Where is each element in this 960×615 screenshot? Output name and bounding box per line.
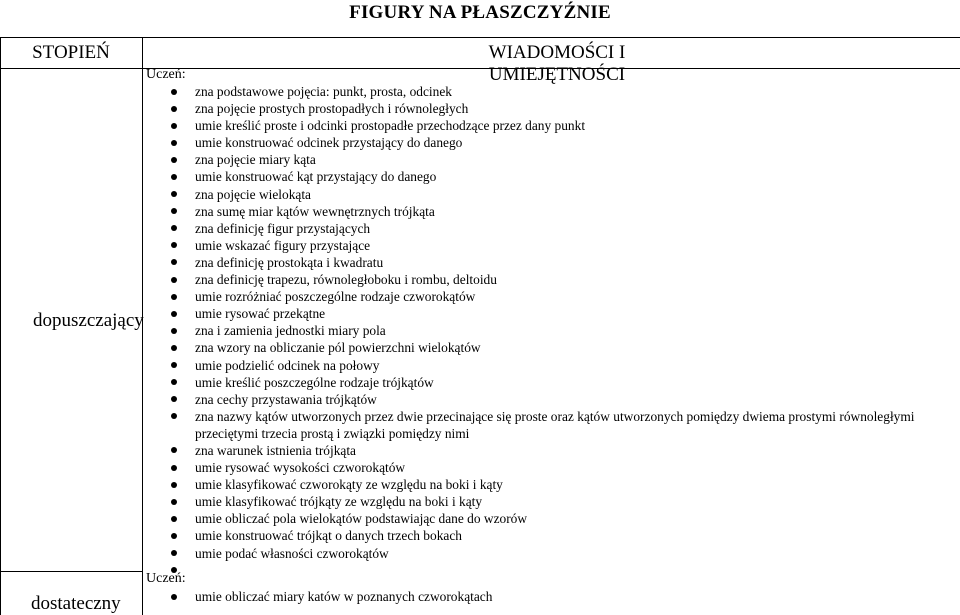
bullet-icon: [171, 106, 177, 112]
list-item: umie rozróżniać poszczególne rodzaje czworokątów: [150, 288, 935, 305]
list-item: zna definicję trapezu, równoległoboku i rombu, deltoidu: [150, 271, 935, 288]
bullet-icon: [171, 499, 177, 505]
list-item: umie podzielić odcinek na połowy: [150, 357, 935, 374]
bullet-icon: [171, 242, 177, 248]
bullet-icon: [171, 208, 177, 214]
bullet-icon: [171, 191, 177, 197]
table-border-left: [0, 37, 1, 615]
bullet-icon: [171, 396, 177, 402]
bullet-icon: [171, 259, 177, 265]
list-item: zna pojęcie wielokąta: [150, 186, 935, 203]
list-item: umie konstruować kąt przystający do danego: [150, 168, 935, 185]
list-item: umie klasyfikować czworokąty ze względu na boki i kąty: [150, 476, 935, 493]
list-item: zna i zamienia jednostki miary pola: [150, 322, 935, 339]
list-item: umie obliczać pola wielokątów podstawiając dane do wzorów: [150, 510, 935, 527]
list-item: umie podać własności czworokątów: [150, 545, 935, 562]
list-item: zna sumę miar kątów wewnętrznych trójkąta: [150, 203, 935, 220]
list-item: zna pojęcie prostych prostopadłych i równoległych: [150, 100, 935, 117]
skills-list: [150, 588, 492, 605]
bullet-icon: [171, 362, 177, 368]
list-item: umie obliczać miary katów w poznanych czworokątach: [150, 588, 492, 605]
bullet-icon: [171, 311, 177, 317]
bullet-icon: [171, 447, 177, 453]
skills-list: [150, 83, 935, 579]
student-lead: Uczeń:: [146, 571, 186, 586]
bullet-icon: [171, 465, 177, 471]
student-lead: Uczeń:: [146, 67, 186, 82]
bullet-icon: [171, 379, 177, 385]
list-item: umie konstruować odcinek przystający do danego: [150, 134, 935, 151]
bullet-icon: [171, 345, 177, 351]
list-item: zna wzory na obliczanie pól powierzchni wielokątów: [150, 339, 935, 356]
list-item: umie rysować przekątne: [150, 305, 935, 322]
list-item: umie klasyfikować trójkąty ze względu na boki i kąty: [150, 493, 935, 510]
list-item: zna definicję prostokąta i kwadratu: [150, 254, 935, 271]
bullet-icon: [171, 89, 177, 95]
list-item: umie rysować wysokości czworokątów: [150, 459, 935, 476]
page-title: FIGURY NA PŁASZCZYŹNIE: [349, 2, 611, 23]
list-item: zna warunek istnienia trójkąta: [150, 442, 935, 459]
bullet-icon: [171, 294, 177, 300]
bullet-icon: [171, 594, 177, 600]
table-border-top: [0, 37, 960, 38]
list-item: zna podstawowe pojęcia: punkt, prosta, odcinek: [150, 83, 935, 100]
list-item: umie kreślić poszczególne rodzaje trójkątów: [150, 374, 935, 391]
list-item: umie konstruować trójkąt o danych trzech bokach: [150, 527, 935, 544]
grade-label: dopuszczający: [33, 310, 144, 331]
list-item: umie kreślić proste i odcinki prostopadłe przechodzące przez dany punkt: [150, 117, 935, 134]
bullet-icon: [171, 277, 177, 283]
header-grade-column: STOPIEŃ: [32, 42, 110, 63]
list-item-empty: [150, 562, 935, 579]
bullet-icon: [171, 413, 177, 419]
list-item: umie wskazać figury przystające: [150, 237, 935, 254]
list-item: zna nazwy kątów utworzonych przez dwie przecinające się proste oraz kątów utworzonych pomiędzy dwiema prostymi równoległymi przeciętymi trzecia prostą i związki pomiędzy nimi: [150, 408, 935, 442]
header-skills-column: WIADOMOŚCI I UMIEJĘTNOŚCI: [488, 42, 626, 85]
list-item: zna cechy przystawania trójkątów: [150, 391, 935, 408]
bullet-icon: [171, 123, 177, 129]
bullet-icon: [171, 225, 177, 231]
bullet-icon: [171, 157, 177, 163]
bullet-icon: [171, 533, 177, 539]
row-divider: [0, 571, 143, 572]
bullet-icon: [171, 174, 177, 180]
bullet-icon: [171, 140, 177, 146]
bullet-icon: [171, 328, 177, 334]
bullet-icon: [171, 550, 177, 556]
bullet-icon: [171, 482, 177, 488]
list-item: zna pojęcie miary kąta: [150, 151, 935, 168]
grade-label: dostateczny: [31, 593, 121, 614]
list-item: zna definicję figur przystających: [150, 220, 935, 237]
bullet-icon: [171, 516, 177, 522]
